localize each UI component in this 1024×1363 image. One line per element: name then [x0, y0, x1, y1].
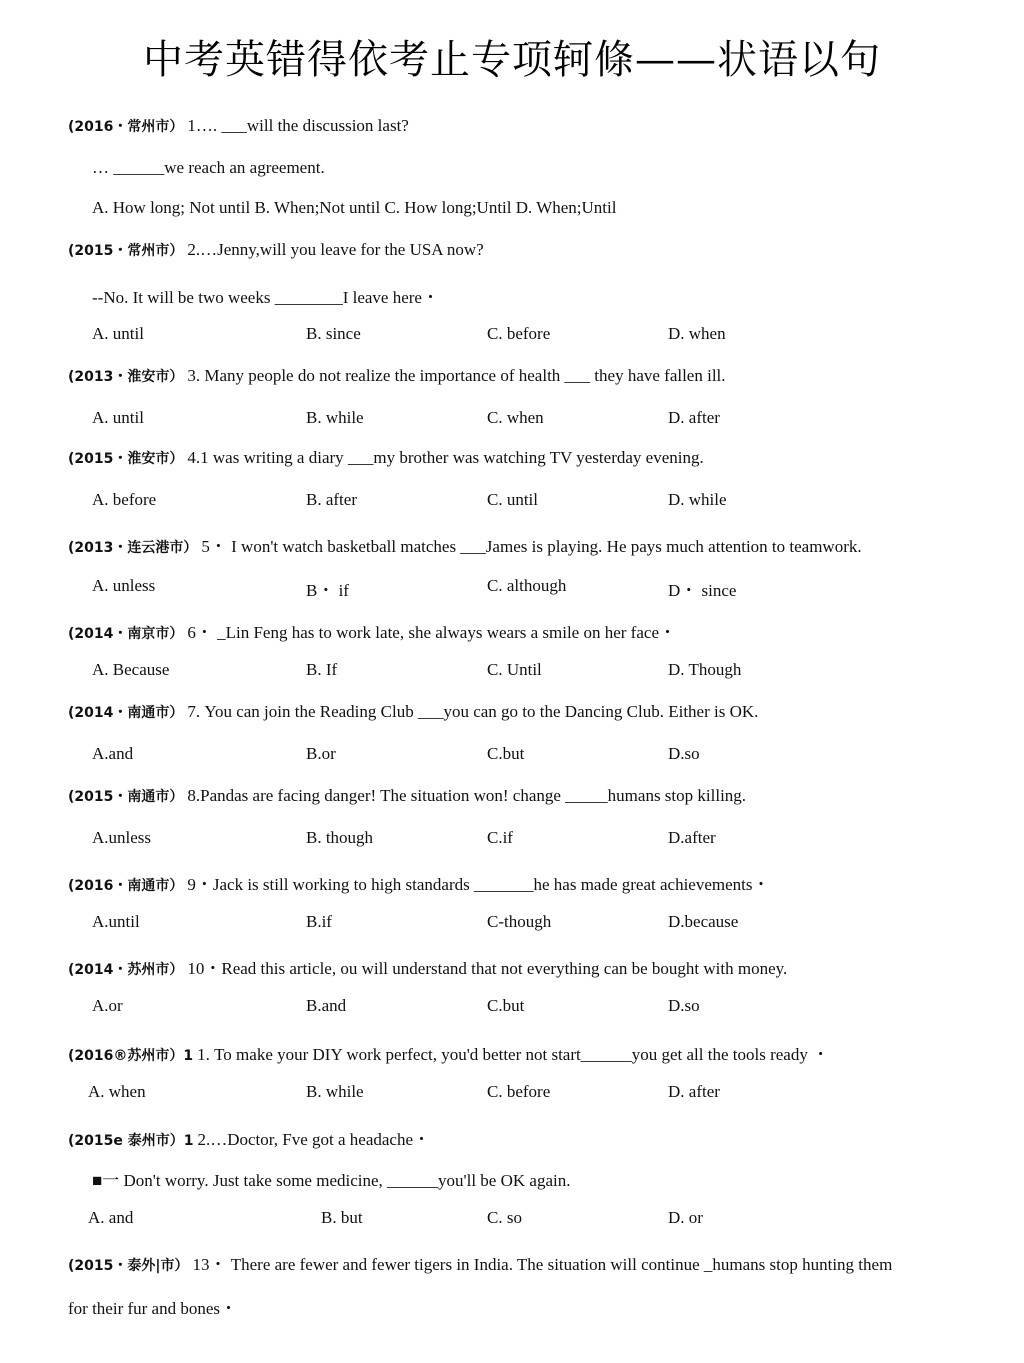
question-text: 13・ There are fewer and fewer tigers in India. The situation will continue _humans stop hunting them: [192, 1255, 893, 1274]
option-d: D.so: [668, 996, 700, 1015]
question-9-options: [92, 912, 972, 934]
question-source: (2013・连云港市）: [68, 540, 198, 556]
question-2-options: [92, 324, 972, 346]
option-d: D. when: [668, 324, 726, 343]
question-8-options: [92, 828, 972, 850]
question-12-options: [88, 1208, 968, 1230]
question-12: [68, 1125, 430, 1150]
question-text: 6・ _Lin Feng has to work late, she always wears a smile on her face・: [187, 623, 676, 642]
option-b: B・ if: [306, 581, 349, 600]
option-c: C-though: [487, 912, 552, 931]
question-source: (2014・苏州市）: [68, 962, 184, 978]
option-b: B.or: [306, 744, 336, 763]
option-c: C.if: [487, 828, 513, 847]
page-title: 中考英错得依考止专项轲條——状语以句: [143, 37, 881, 83]
question-6-options: [92, 660, 972, 682]
option-d: D. Though: [668, 660, 742, 679]
question-text: 10・Read this article, ou will understand that not everything can be bought with money.: [187, 959, 788, 978]
option-a: A. and: [88, 1208, 134, 1227]
question-3: [68, 366, 726, 386]
option-b: B. If: [306, 660, 338, 679]
question-13: [68, 1250, 892, 1275]
option-c: C. Until: [487, 660, 542, 679]
question-source: (2015・常州市）: [68, 243, 184, 259]
question-text: 1…. ___will the discussion last?: [187, 116, 409, 135]
question-13-line2: for their fur and bones・: [68, 1299, 238, 1318]
option-a: A. before: [92, 490, 157, 509]
question-text: 7. You can join the Reading Club ___you can go to the Dancing Club. Either is OK.: [187, 702, 759, 721]
option-a: A.unless: [92, 828, 152, 847]
option-c: C. although: [487, 576, 567, 595]
question-10: [68, 954, 787, 979]
question-text: 8.Pandas are facing danger! The situation won! change _____humans stop killing.: [187, 786, 747, 805]
question-text: 5・ I won't watch basketball matches ___James is playing. He pays much attention to teamwork.: [201, 537, 862, 556]
question-1: [68, 116, 409, 136]
question-4: [68, 448, 704, 468]
question-text: 4.1 was writing a diary ___my brother was watching TV yesterday evening.: [187, 448, 704, 467]
question-2-line2: --No. It will be two weeks ________I leave here・: [92, 288, 439, 307]
question-1-line2: … ______we reach an agreement.: [92, 158, 325, 177]
question-source: (2015・泰外|市）: [68, 1258, 189, 1274]
question-text: 3. Many people do not realize the importance of health ___ they have fallen ill.: [187, 366, 726, 385]
option-a: A. when: [88, 1082, 146, 1101]
question-text: 2.…Doctor, Fve got a headache・: [197, 1130, 431, 1149]
question-6: [68, 618, 676, 643]
question-source: (2013・淮安市）: [68, 369, 184, 385]
option-d: D. or: [668, 1208, 703, 1227]
question-11: [68, 1040, 829, 1065]
question-8: [68, 786, 746, 806]
option-d: D. after: [668, 408, 720, 427]
option-a: A. until: [92, 324, 144, 343]
option-d: D. while: [668, 490, 727, 509]
option-a: A.until: [92, 912, 140, 931]
question-1-options: A. How long; Not until B. When;Not until C. How long;Until D. When;Until: [92, 198, 617, 217]
option-b: B.if: [306, 912, 332, 931]
question-source: (2015・淮安市）: [68, 451, 184, 467]
option-c: C. until: [487, 490, 539, 509]
option-d: D・ since: [668, 581, 737, 600]
question-7: [68, 702, 758, 722]
question-5-options: [92, 576, 972, 598]
option-c: C. when: [487, 408, 544, 427]
question-2: [68, 240, 484, 260]
question-text: 2.…Jenny,will you leave for the USA now?: [187, 240, 484, 259]
question-source: (2016・常州市）: [68, 119, 184, 135]
option-a: A. until: [92, 408, 144, 427]
question-source: (2016®苏州市）1: [68, 1048, 194, 1064]
option-a: A.or: [92, 996, 123, 1015]
option-b: B. since: [306, 324, 361, 343]
option-b: B. while: [306, 1082, 364, 1101]
question-10-options: [92, 996, 972, 1018]
option-a: A. unless: [92, 576, 156, 595]
option-d: D.so: [668, 744, 700, 763]
question-text: 1. To make your DIY work perfect, you'd better not start______you get all the tools ready ・: [197, 1045, 830, 1064]
option-a: A. Because: [92, 660, 170, 679]
option-d: D.because: [668, 912, 739, 931]
option-b: B. but: [321, 1208, 363, 1227]
question-source: (2014・南京市）: [68, 626, 184, 642]
option-b: B.and: [306, 996, 347, 1015]
option-d: D. after: [668, 1082, 720, 1101]
question-7-options: [92, 744, 972, 766]
option-b: B. after: [306, 490, 357, 509]
option-c: C. so: [487, 1208, 522, 1227]
question-source: (2015e 泰州市）1: [68, 1133, 194, 1149]
question-5: [68, 532, 862, 557]
question-3-options: [92, 408, 972, 430]
question-9: [68, 870, 770, 895]
option-d: D.after: [668, 828, 716, 847]
option-b: B. while: [306, 408, 364, 427]
option-c: C.but: [487, 996, 525, 1015]
option-c: C. before: [487, 1082, 551, 1101]
question-source: (2016・南通市）: [68, 878, 184, 894]
option-c: C. before: [487, 324, 551, 343]
option-b: B. though: [306, 828, 374, 847]
question-source: (2014・南通市）: [68, 705, 184, 721]
option-a: A.and: [92, 744, 134, 763]
question-11-options: [88, 1082, 968, 1104]
question-12-line2: ■一 Don't worry. Just take some medicine, ______you'll be OK again.: [92, 1171, 571, 1190]
option-c: C.but: [487, 744, 525, 763]
question-4-options: [92, 490, 972, 512]
question-text: 9・Jack is still working to high standards _______he has made great achievements・: [187, 875, 770, 894]
question-source: (2015・南通市）: [68, 789, 184, 805]
